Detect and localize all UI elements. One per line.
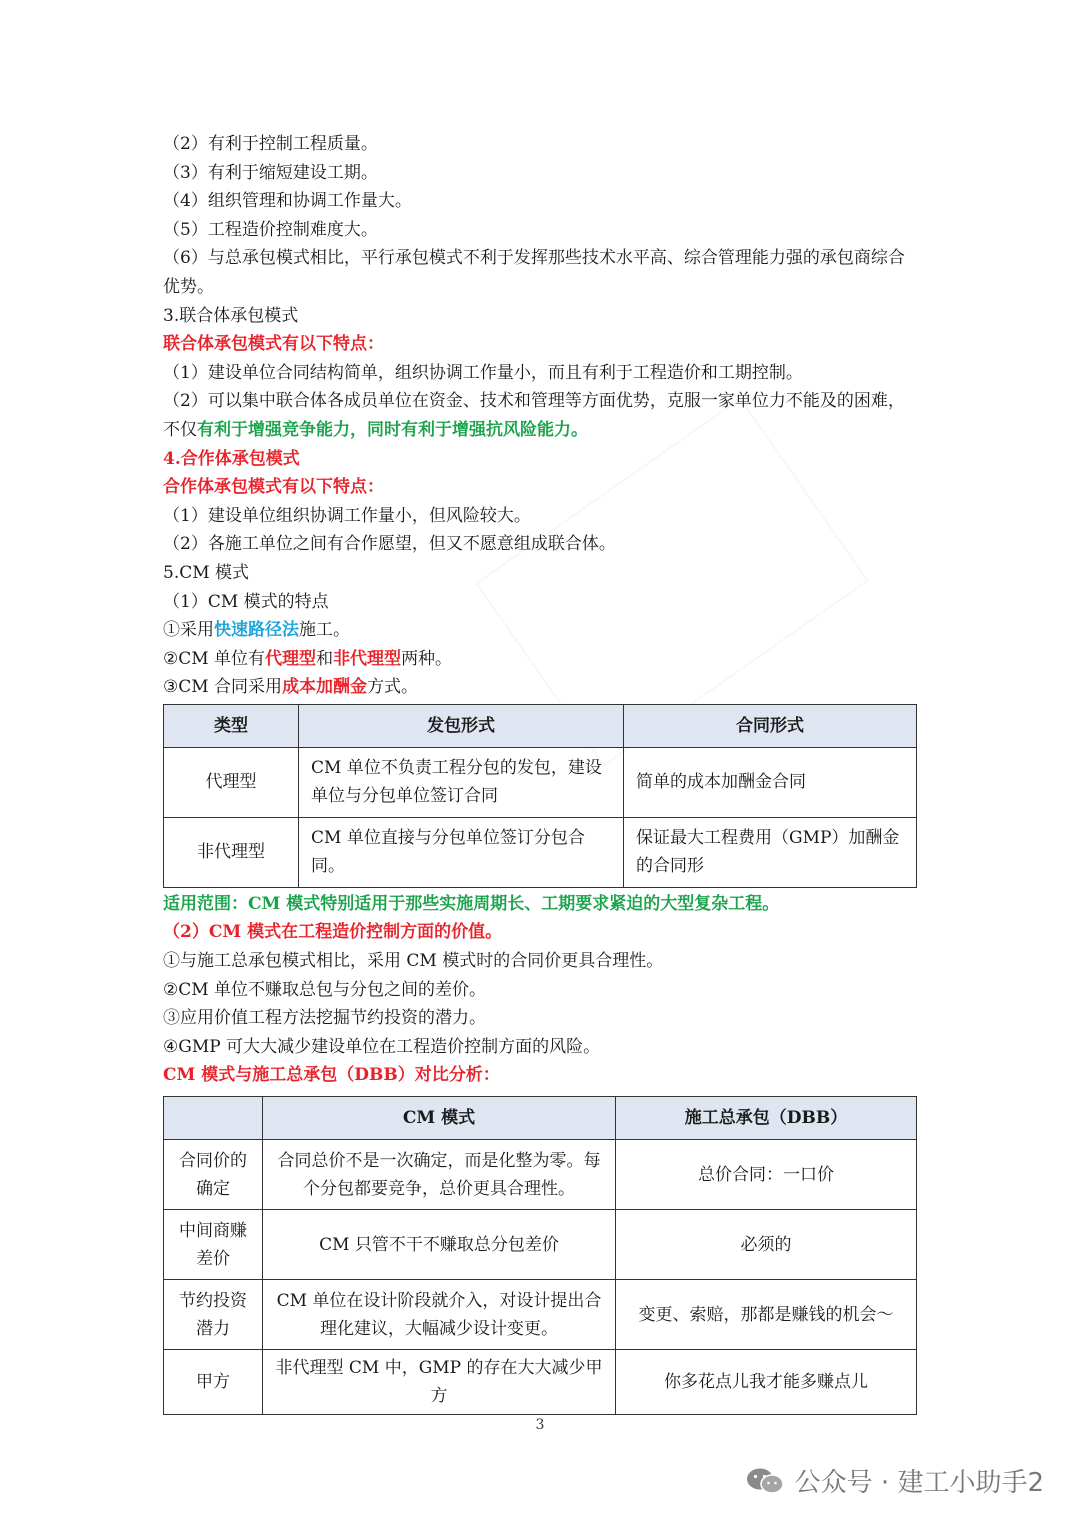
table-cell: 合同价的确定 [164,1140,263,1210]
table-cell: 合同总价不是一次确定，而是化整为零。每个分包都要竞争，总价更具合理性。 [263,1140,616,1210]
table-header-row [164,1097,917,1140]
sub-heading: （1）CM 模式的特点 [163,591,329,612]
text-span: 和 [316,648,334,669]
text-span: （2）可以集中联合体各成员单位在资金、技术和管理等方面优势，克服一家单位力不能及的困难，不仅 [163,391,905,440]
text-line: （4）组织管理和协调工作量大。 [163,191,412,212]
text-span: ①采用 [163,620,214,641]
cm-type-table [163,704,917,888]
highlight-heading: 合作体承包模式有以下特点： [163,477,384,498]
text-span: 方式。 [367,677,419,698]
table-row [164,1350,917,1415]
table-header: 发包形式 [299,704,624,747]
table-row [164,817,917,887]
table-cell: 非代理型 CM 中，GMP 的存在大大减少甲方 [263,1350,616,1415]
text-line: ②CM 单位不赚取总包与分包之间的差价。 [163,979,487,1000]
table-cell: 你多花点儿我才能多赚点儿 [616,1350,917,1415]
table-cell: 保证最大工程费用（GMP）加酬金的合同形 [624,817,917,887]
table-header: CM 模式 [263,1097,616,1140]
wechat-icon [745,1466,785,1496]
table-cell: 甲方 [164,1350,263,1415]
cm-vs-dbb-table [163,1096,917,1415]
text-span: 两种。 [401,648,453,669]
text-span: ②CM 单位有 [163,648,266,669]
table-header: 施工总承包（DBB） [616,1097,917,1140]
text-line: ①与施工总承包模式相比，采用 CM 模式时的合同价更具合理性。 [163,951,664,972]
table-header [164,1097,263,1140]
section-heading: 4.合作体承包模式 [163,448,300,469]
text-line: （2）各施工单位之间有合作愿望，但又不愿意组成联合体。 [163,534,616,555]
highlight-red: 成本加酬金 [282,677,368,698]
sub-heading: （2）CM 模式在工程造价控制方面的价值。 [163,922,503,943]
text-line: （2）有利于控制工程质量。 [163,134,378,154]
table-row [164,747,917,817]
page-number: 3 [535,1417,545,1433]
text-line: （3）有利于缩短建设工期。 [163,162,378,183]
text-line: （1）建设单位组织协调工作量小，但风险较大。 [163,505,531,526]
table-cell: 代理型 [164,747,299,817]
text-line: （6）与总承包模式相比，平行承包模式不利于发挥那些技术水平高、综合管理能力强的承包商综合优势。 [163,248,905,297]
wechat-brand [745,1462,1044,1499]
highlight-heading: 联合体承包模式有以下特点： [163,334,384,355]
text-line: （5）工程造价控制难度大。 [163,219,378,240]
text-line [163,645,918,674]
table-cell: 必须的 [616,1210,917,1280]
text-span: ③CM 合同采用 [163,677,283,698]
text-line [163,673,918,702]
table-row [164,1280,917,1350]
highlight-green: 有利于增强竞争能力，同时有利于增强抗风险能力。 [197,419,588,440]
text-line: （1）建设单位合同结构简单，组织协调工作量小，而且有利于工程造价和工期控制。 [163,362,803,383]
table-header: 合同形式 [624,704,917,747]
table-cell: CM 单位不负责工程分包的发包，建设单位与分包单位签订合同 [299,747,624,817]
highlight-red: 代理型 [265,648,317,669]
table-cell: 非代理型 [164,817,299,887]
table-row [164,1140,917,1210]
text-span: 施工。 [299,620,350,641]
highlight-red: 非代理型 [333,648,402,669]
text-line [163,387,918,444]
table-cell: CM 单位在设计阶段就介入，对设计提出合理化建议，大幅减少设计变更。 [263,1280,616,1350]
table-row [164,1210,917,1280]
table-cell: 总价合同：一口价 [616,1140,917,1210]
table-cell: 简单的成本加酬金合同 [624,747,917,817]
highlight-heading: CM 模式与施工总承包（DBB）对比分析： [163,1065,500,1086]
table-cell: CM 只管不干不赚取总分包差价 [263,1210,616,1280]
section-heading: 5.CM 模式 [163,562,250,583]
table-cell: 变更、索赔，那都是赚钱的机会～ [616,1280,917,1350]
table-header-row [164,704,917,747]
text-line [163,616,918,645]
text-line: ④GMP 可大大减少建设单位在工程造价控制方面的风险。 [163,1036,601,1057]
table-header: 类型 [164,704,299,747]
table-cell: 中间商赚差价 [164,1210,263,1280]
table-cell: 节约投资潜力 [164,1280,263,1350]
section-heading: 3.联合体承包模式 [163,305,299,326]
text-line: ③应用价值工程方法挖掘节约投资的潜力。 [163,1008,486,1029]
brand-label: 公众号 · 建工小助手2 [794,1468,1044,1498]
document-body [163,130,918,1415]
table-cell: CM 单位直接与分包单位签订分包合同。 [299,817,624,887]
highlight-blue: 快速路径法 [214,620,299,641]
scope-note: 适用范围：CM 模式特别适用于那些实施周期长、工期要求紧迫的大型复杂工程。 [163,893,780,914]
